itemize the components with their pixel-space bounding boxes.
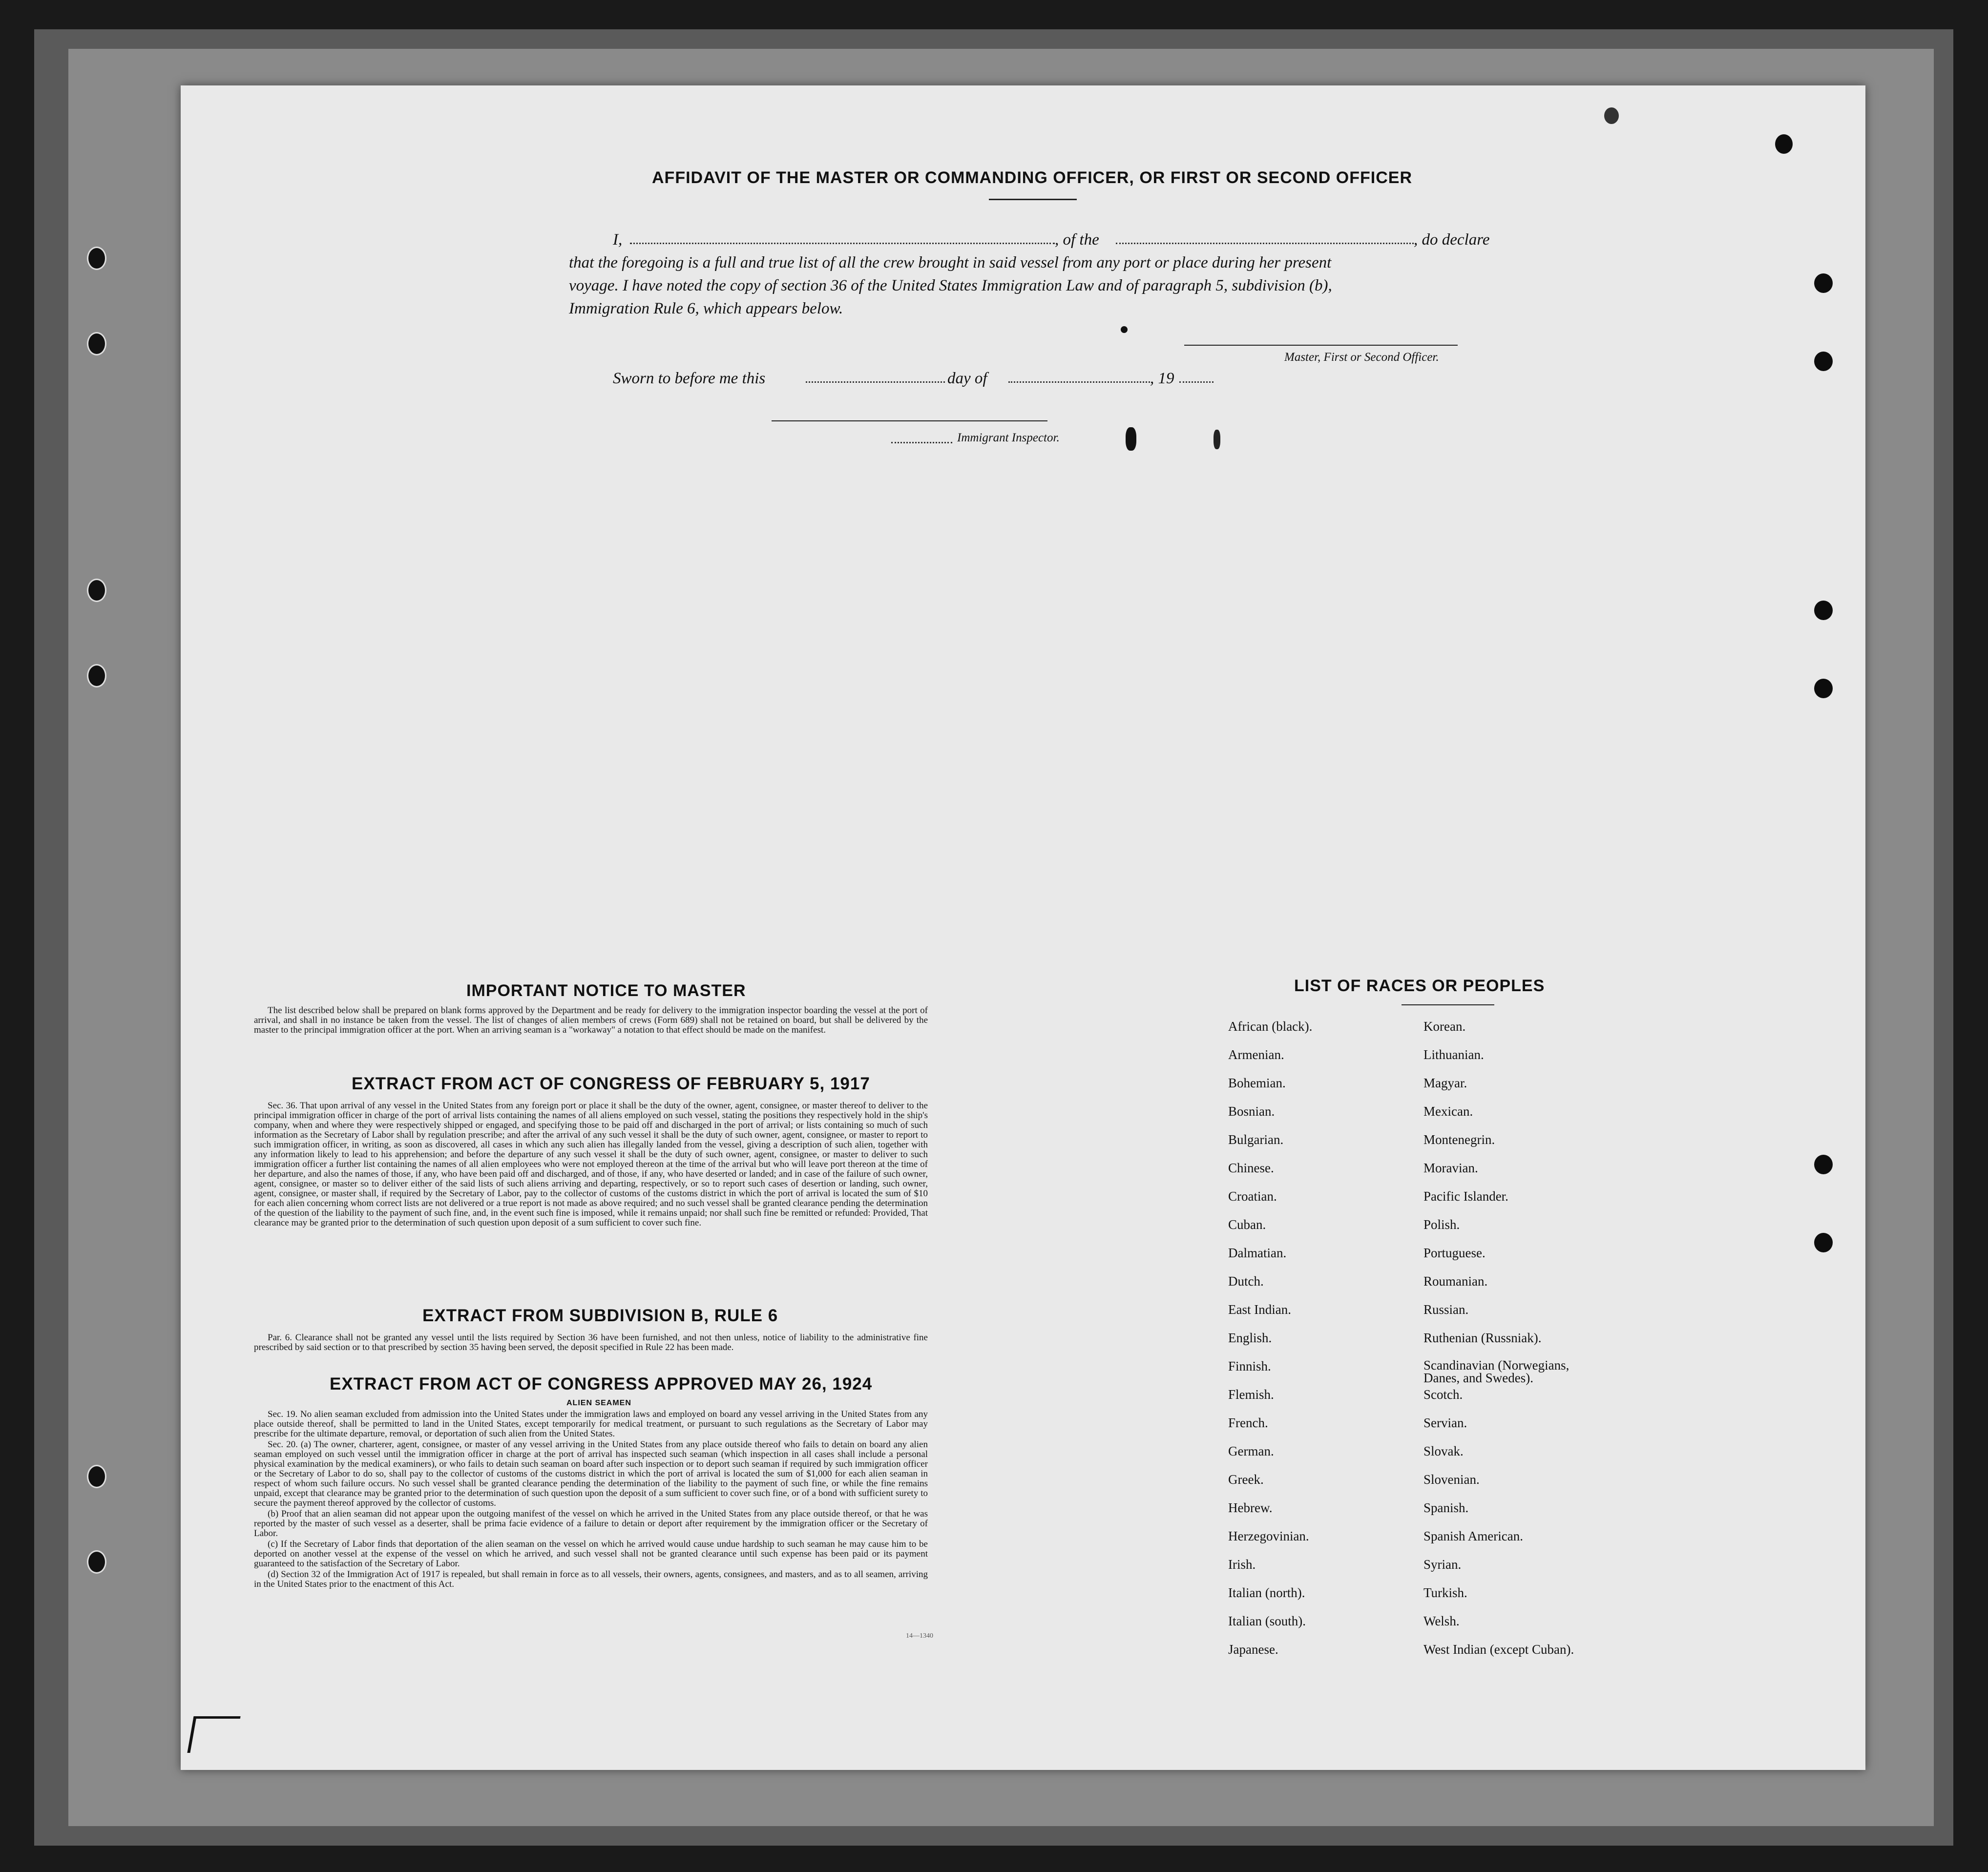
race-item: West Indian (except Cuban). (1423, 1642, 1574, 1657)
section-36-paragraph: Sec. 36. That upon arrival of any vessel in the United States from any foreign port or place it shall be the duty of the owner, agent, consignee, or master thereof to deliver to the principal immigration officer in charge of the port of arrival lists containing the names of all aliens employed on such vessel, stating the positions they respectively hold in the ship's company, when and where they were respectively shipped or engaged, and specifying those to be paid off and discharged in the port of arrival; or lists containing so much of such information as the Secretary of Labor shall by regulation prescribe; and after the arrival of any such vessel it shall be the duty of such owner, agent, consignee, or master to report to such immigration officer, in writing, as soon as discovered, all cases in which any such alien has illegally landed from the vessel, giving a description of such alien, together with any information likely to lead to his apprehension; and before the departure of any such vessel it shall be the duty of such owner, agent, consignee, or master to deliver to such immigration officer a further list containing the names of all alien employees who were not employed thereon at the time of the arrival but who will leave port thereon at the time of her departure, and also the names of those, if any, who have been paid off and discharged, and of those, if any, who have deserted or landed; and in case of the failure of such owner, agent, consignee, or master so to deliver either of the said lists of such aliens arriving and departing, respectively, or so to report such cases of desertion or landing, such owner, agent, consignee, or master shall, if required by the Secretary of Labor, pay to the collector of customs of the customs district in which the port of arrival is located the sum of $10 for each alien concerning whom correct lists are not delivered or a true report is not made as above required; and no such vessel shall be granted clearance pending the determination of the question of the liability to the payment of such fine, and, in the event such fine is imposed, while it remains unpaid; nor shall such fine be remitted or refunded: Provided, That clearance may be granted prior to the determination of such question upon deposit of a sum sufficient to cover such fine. (254, 1101, 928, 1228)
punch-hole (1814, 679, 1833, 698)
races-left-column (1228, 1019, 1312, 1670)
binder-hole (87, 1465, 106, 1488)
notice-text (254, 1006, 928, 1036)
punch-hole (1604, 107, 1619, 124)
section-20d-paragraph: (d) Section 32 of the Immigration Act of 1917 is repealed, but shall remain in force as to all vessels, their owners, agents, consignees, and masters, and as to all seamen, arriving in the United States prior to the enactment of this Act. (254, 1569, 928, 1589)
sworn-month-blank (1008, 381, 1150, 383)
races-title: LIST OF RACES OR PEOPLES (1294, 977, 1545, 995)
race-item: French. (1228, 1415, 1268, 1430)
sworn-year: , 19 (1150, 370, 1174, 387)
binder-hole (87, 1550, 106, 1574)
punch-hole (1814, 352, 1833, 371)
race-item: Hebrew. (1228, 1500, 1273, 1515)
section-20c-paragraph: (c) If the Secretary of Labor finds that deportation of the alien seaman on the vessel on which he arrived would cause undue hardship to such seaman he may cause him to be deported on another vessel at the expense of the vessel on which he arrived, and such vessel shall not be granted clearance until such expense has been paid or its payment guaranteed to the satisfaction of the Secretary of Labor. (254, 1539, 928, 1569)
punch-hole (1814, 601, 1833, 620)
race-item: Magyar. (1423, 1076, 1467, 1090)
race-item: Ruthenian (Russniak). (1423, 1331, 1542, 1345)
race-item: Spanish American. (1423, 1529, 1523, 1543)
inspector-label: Immigrant Inspector. (957, 431, 1060, 444)
race-item: Herzegovinian. (1228, 1529, 1309, 1543)
ink-blot (1121, 326, 1128, 333)
race-item: Slovak. (1423, 1444, 1464, 1458)
master-signature-line (1184, 345, 1458, 346)
race-item: Spanish. (1423, 1500, 1469, 1515)
race-item: Armenian. (1228, 1047, 1284, 1062)
notice-paragraph: The list described below shall be prepared on blank forms approved by the Department and be ready for delivery to the immigration inspector boarding the vessel at the port of arrival, and shall in no instance be taken from the vessel. The list of changes of alien members of crews (Form 689) shall not be retained on board, but shall be delivered by the master to the principal immigration officer at the port. When an arriving seaman is a "workaway" a notation to that effect should be made on the manifest. (254, 1005, 928, 1035)
punch-hole (1775, 134, 1793, 154)
extract-rule6-title: EXTRACT FROM SUBDIVISION B, RULE 6 (422, 1306, 778, 1325)
section-20b-paragraph: (b) Proof that an alien seaman did not appear upon the outgoing manifest of the vessel on which he arrived in the United States from any place outside thereof, or that he was reported by the master of such vessel as a deserter, shall be prima facie evidence of a failure to detain or deport after requirement by the immigration officer or the Secretary of Labor. (254, 1509, 928, 1539)
race-item: Turkish. (1423, 1585, 1467, 1600)
punch-hole (1814, 273, 1833, 293)
name-blank (630, 243, 1055, 244)
paragraph-6: Par. 6. Clearance shall not be granted any vessel until the lists required by Section 36 have been furnished, and not then unless, notice of liability to the administrative fine prescribed by said section or to that prescribed by section 35 having been served, the deposit specified in Rule 22 has been made. (254, 1332, 928, 1352)
race-item: African (black). (1228, 1019, 1313, 1034)
form-number: 14—1340 (906, 1632, 933, 1640)
extract-1917-text (254, 1101, 928, 1229)
punch-hole (1814, 1155, 1833, 1174)
extract-1924-text (254, 1410, 928, 1590)
affidavit-body-line: voyage. I have noted the copy of section 36 of the United States Immigration Law and of paragraph 5, subdivision (b), (569, 277, 1332, 294)
race-item: Syrian. (1423, 1557, 1462, 1572)
race-item: Dutch. (1228, 1274, 1264, 1289)
race-item: Greek. (1228, 1472, 1264, 1487)
race-item: Bosnian. (1228, 1104, 1275, 1119)
sworn-day-of: day of (947, 370, 987, 387)
affidavit-do-declare: , do declare (1414, 231, 1490, 249)
ink-blot (1214, 430, 1220, 449)
race-item: Croatian. (1228, 1189, 1277, 1204)
race-item: East Indian. (1228, 1302, 1291, 1317)
title-underline (989, 199, 1077, 200)
race-item: Korean. (1423, 1019, 1466, 1034)
affidavit-title: AFFIDAVIT OF THE MASTER OR COMMANDING OFFICER, OR FIRST OR SECOND OFFICER (652, 168, 1412, 187)
sworn-day-blank (806, 381, 945, 383)
race-item: Japanese. (1228, 1642, 1278, 1657)
race-item: Welsh. (1423, 1614, 1460, 1628)
master-signature-label: Master, First or Second Officer. (1284, 351, 1439, 364)
race-item: English. (1228, 1331, 1272, 1345)
race-item: Dalmatian. (1228, 1246, 1287, 1260)
race-item: Irish. (1228, 1557, 1256, 1572)
race-item: Portuguese. (1423, 1246, 1486, 1260)
race-item: Servian. (1423, 1415, 1467, 1430)
race-item: Moravian. (1423, 1161, 1478, 1175)
race-item: Italian (north). (1228, 1585, 1305, 1600)
alien-seamen-subtitle: ALIEN SEAMEN (566, 1399, 631, 1407)
race-item: Mexican. (1423, 1104, 1473, 1119)
sworn-year-blank (1179, 381, 1214, 383)
race-item: Bohemian. (1228, 1076, 1286, 1090)
notice-title: IMPORTANT NOTICE TO MASTER (466, 981, 746, 1000)
binder-hole (87, 247, 106, 270)
extract-rule6-text (254, 1333, 928, 1353)
race-item: Lithuanian. (1423, 1047, 1484, 1062)
binder-hole (87, 579, 106, 602)
race-item: Polish. (1423, 1217, 1460, 1232)
race-item: Chinese. (1228, 1161, 1274, 1175)
race-item: German. (1228, 1444, 1274, 1458)
race-item: Bulgarian. (1228, 1132, 1284, 1147)
race-item: Scandinavian (Norwegians, Danes, and Swedes). (1423, 1358, 1569, 1385)
manifest-back-page (181, 85, 1865, 1770)
affidavit-i: I, (613, 231, 623, 249)
vessel-blank (1116, 243, 1414, 244)
race-item: Pacific Islander. (1423, 1189, 1508, 1204)
race-item: Flemish. (1228, 1387, 1274, 1402)
extract-1924-title: EXTRACT FROM ACT OF CONGRESS APPROVED MAY 26, 1924 (330, 1374, 873, 1394)
affidavit-body-line: that the foregoing is a full and true list of all the crew brought in said vessel from any port or place during her present (569, 254, 1332, 271)
race-item: Roumanian. (1423, 1274, 1488, 1289)
inspector-blank (891, 442, 952, 443)
race-item: Italian (south). (1228, 1614, 1306, 1628)
race-item: Finnish. (1228, 1359, 1271, 1373)
binder-hole (87, 332, 106, 355)
race-item: Montenegrin. (1423, 1132, 1495, 1147)
section-19-paragraph: Sec. 19. No alien seaman excluded from admission into the United States under the immigration laws and employed on board any vessel arriving in the United States from any place outside thereof, shall be permitted to land in the United States, except temporarily for medical treatment, or pursuant to such regulations as the Secretary of Labor may prescribe for the ultimate departure, removal, or deportation of such alien from the United States. (254, 1409, 928, 1439)
affidavit-body-line: Immigration Rule 6, which appears below. (569, 300, 843, 317)
extract-1917-title: EXTRACT FROM ACT OF CONGRESS OF FEBRUARY 5, 1917 (352, 1074, 870, 1093)
races-right-column (1423, 1019, 1590, 1670)
inspector-signature-line (772, 420, 1047, 421)
binder-hole (87, 664, 106, 687)
race-item: Cuban. (1228, 1217, 1266, 1232)
race-item: Russian. (1423, 1302, 1469, 1317)
section-20a-paragraph: Sec. 20. (a) The owner, charterer, agent, consignee, or master of any vessel arriving in the United States from any place outside thereof who fails to detain on board any alien seaman employed on such vessel until the immigration officer in charge at the port of arrival has inspected such seaman (which inspection in all cases shall include a personal physical examination by the medical examiners), or who fails to detain such seaman on board after such inspection or to deport such seaman if required by such immigration officer or the Secretary of Labor to do so, shall pay to the collector of customs of the customs district in which the port of arrival is located the sum of $1,000 for each alien seaman in respect of whom such failure occurs. No such vessel shall be granted clearance pending the determination of the liability to the payment of such fine, or while the fine remains unpaid, except that clearance may be granted prior to the determination of such question upon the deposit of a sum sufficient to cover such fine, or of a bond with sufficient surety to secure the payment thereof approved by the collector of customs. (254, 1439, 928, 1508)
sworn-prefix: Sworn to before me this (613, 370, 766, 387)
affidavit-of-the: , of the (1055, 231, 1099, 249)
ink-blot (1126, 427, 1136, 451)
punch-hole (1814, 1233, 1833, 1252)
race-item: Slovenian. (1423, 1472, 1480, 1487)
races-title-underline (1402, 1004, 1494, 1005)
race-item: Scotch. (1423, 1387, 1463, 1402)
handwritten-mark (187, 1716, 240, 1753)
